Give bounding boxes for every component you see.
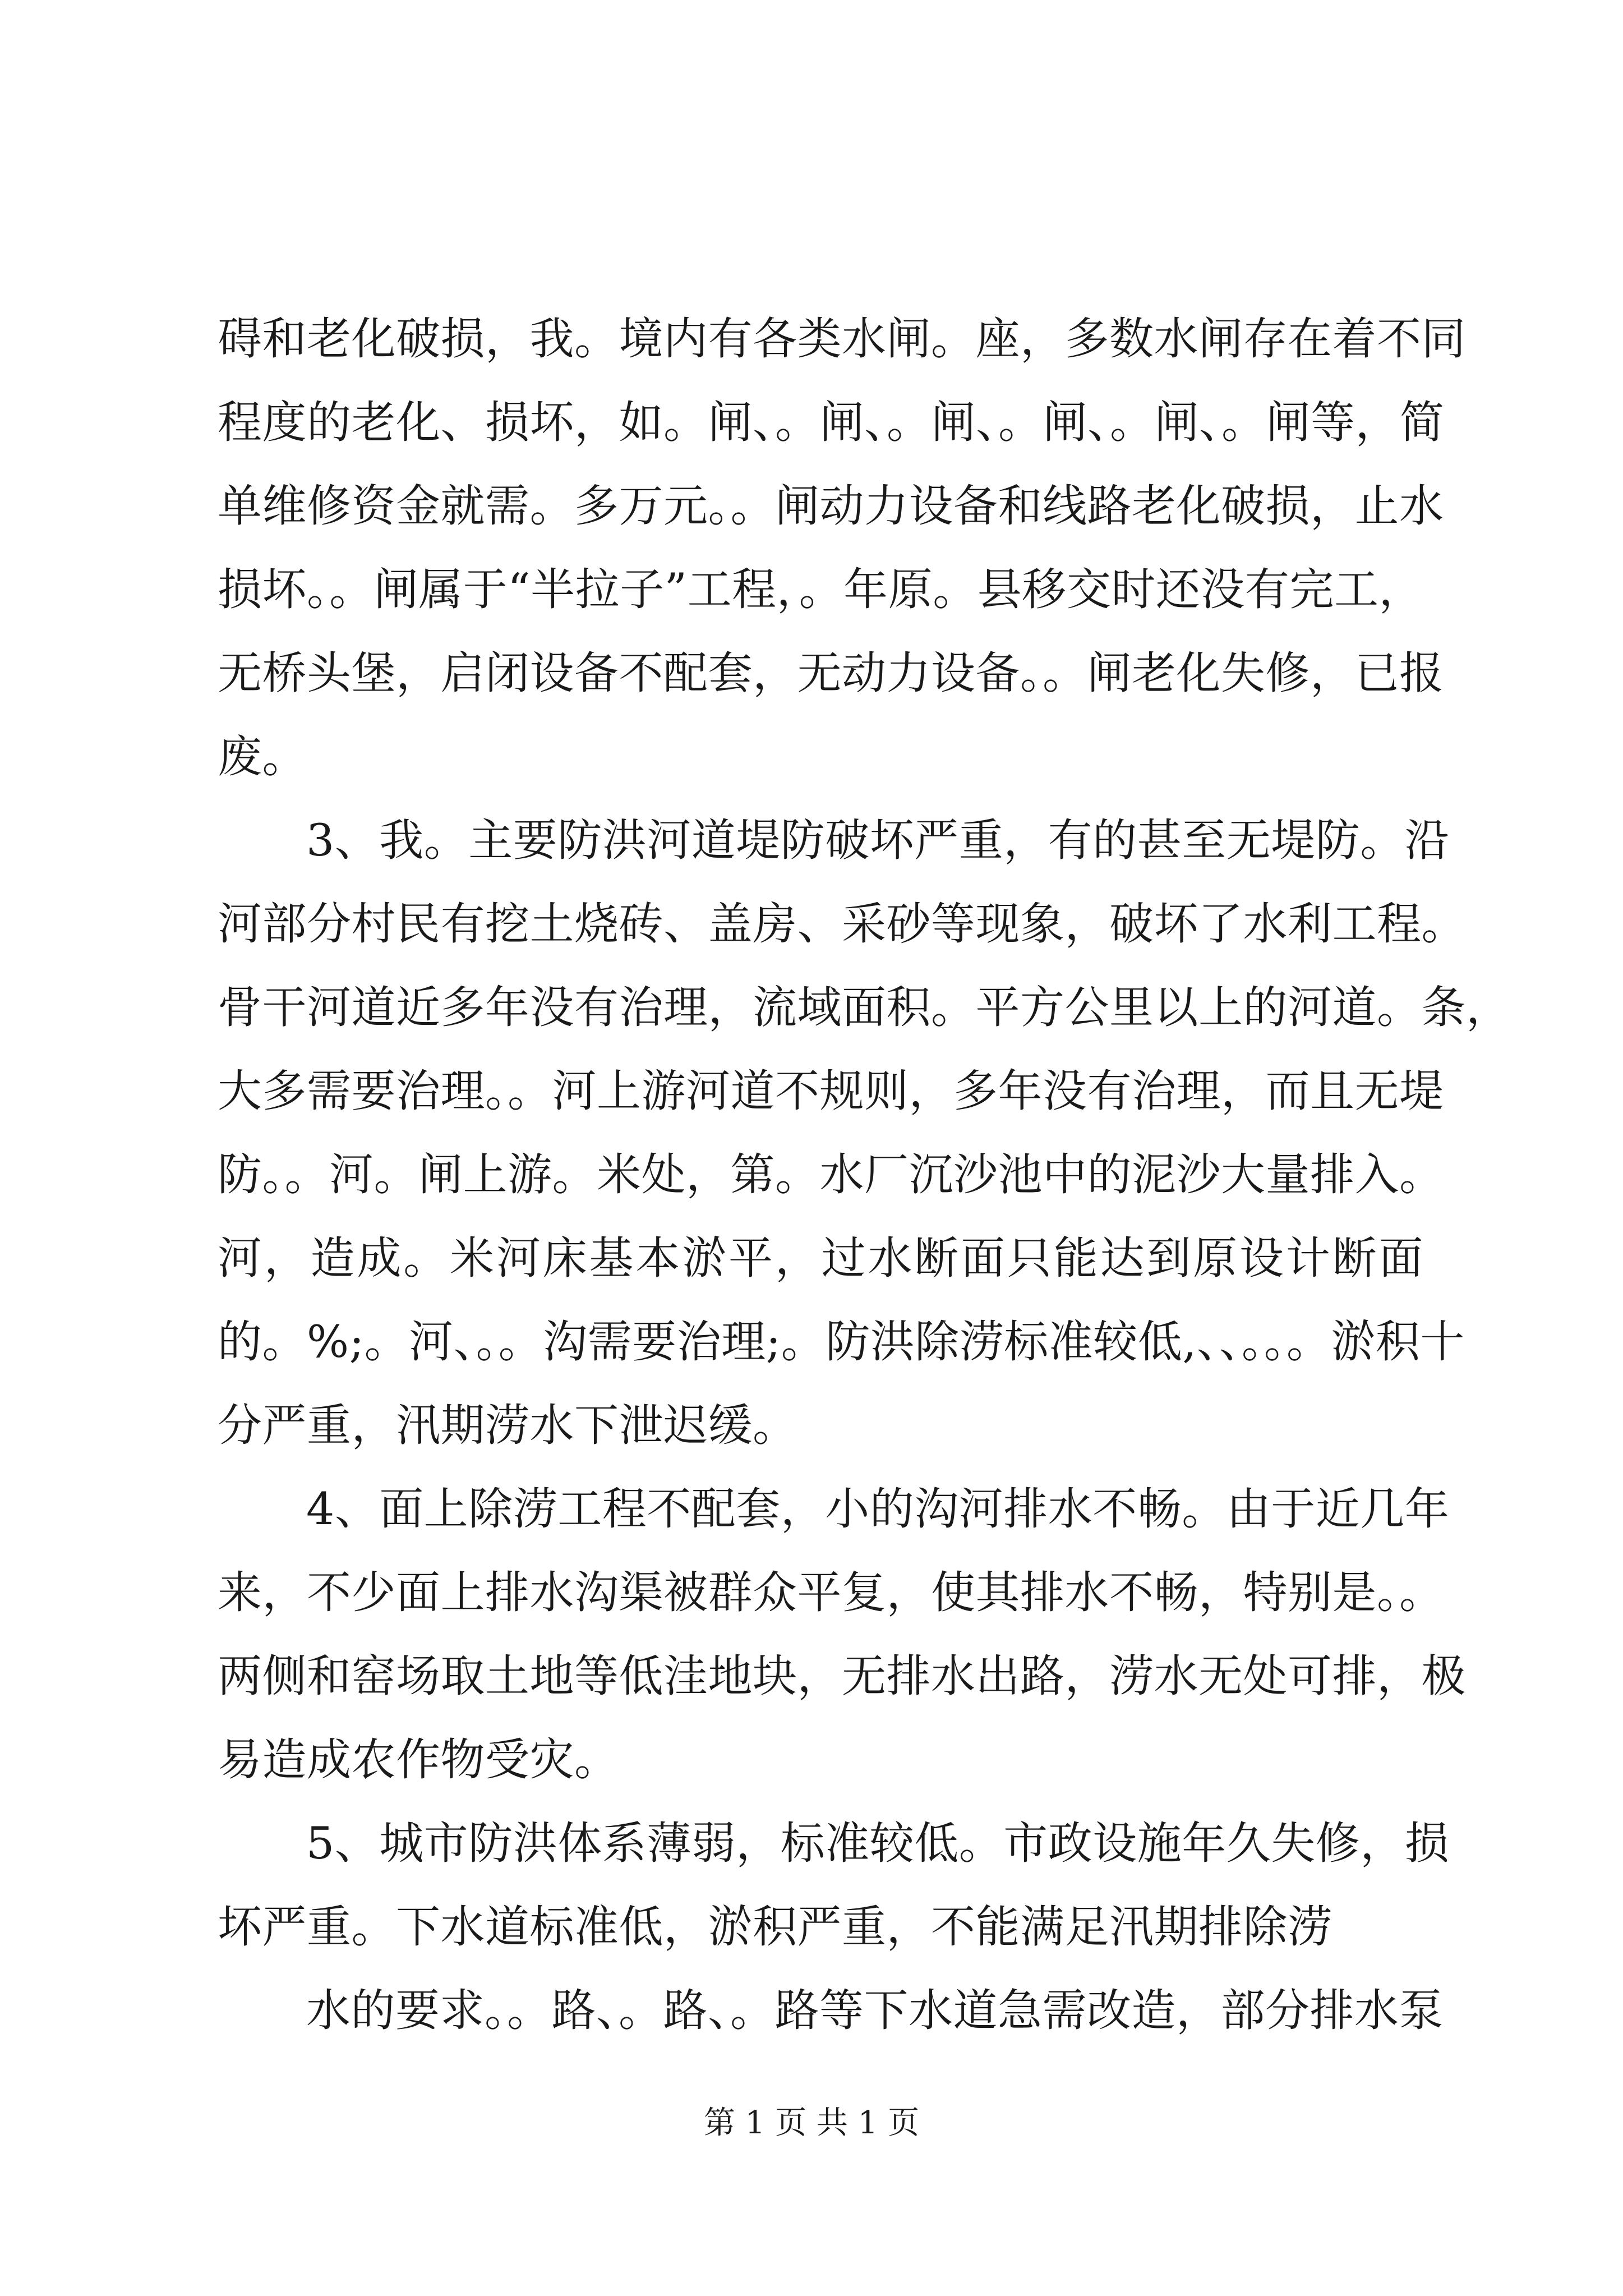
text-line: 损坏。。闸属于“半拉子”工程，。年原。县移交时还没有完工， <box>218 564 1423 615</box>
text-line: 易造成农作物受灾。 <box>218 1734 619 1786</box>
text-line: 无桥头堡，启闭设备不配套，无动力设备。。闸老化失修，已报 <box>218 647 1444 699</box>
text-line: 两侧和窑场取土地等低洼地块，无排水出路，涝水无处可排，极 <box>218 1650 1466 1702</box>
text-line: 的。%;。河、。。沟需要治理;。防洪除涝标准较低,、、。。。淤积十 <box>218 1316 1465 1368</box>
text-line: 单维修资金就需。多万元。。闸动力设备和线路老化破损，止水 <box>218 480 1444 532</box>
page-footer: 第 1 页 共 1 页 <box>703 2105 920 2141</box>
paragraph-4-start: 4、面上除涝工程不配套，小的沟河排水不畅。由于近几年 <box>306 1483 1450 1535</box>
paragraph-5-start: 5、城市防洪体系薄弱，标准较低。市政设施年久失修，损 <box>306 1818 1450 1869</box>
text-line: 分严重，汛期涝水下泄迟缓。 <box>218 1400 797 1451</box>
text-line: 骨干河道近多年没有治理，流域面积。平方公里以上的河道。条， <box>218 982 1511 1033</box>
document-body <box>218 297 1511 2053</box>
text-line: 防。。河。闸上游。米处，第。水厂沉沙池中的泥沙大量排入。 <box>218 1149 1444 1200</box>
text-line: 水的要求。。路、。路、。路等下水道急需改造，部分排水泵 <box>306 1985 1444 2036</box>
text-line: 河，造成。米河床基本淤平，过水断面只能达到原设计断面 <box>218 1232 1423 1284</box>
paragraph-3-start: 3、我。主要防洪河道堤防破坏严重，有的甚至无堤防。沿 <box>306 815 1450 866</box>
text-line: 程度的老化、损坏，如。闸、。闸、。闸、。闸、。闸、。闸等，简 <box>218 397 1445 448</box>
text-line: 坏严重。下水道标准低，淤积严重，不能满足汛期排除涝 <box>218 1901 1332 1953</box>
text-line: 废。 <box>218 731 307 783</box>
text-line: 来，不少面上排水沟渠被群众平复，使其排水不畅，特别是。。 <box>218 1567 1444 1618</box>
text-line: 河部分村民有挖土烧砖、盖房、采砂等现象，破坏了水利工程。 <box>218 898 1466 950</box>
text-line: 大多需要治理。。河上游河道不规则，多年没有治理，而且无堤 <box>218 1065 1444 1117</box>
text-line: 碍和老化破损，我。境内有各类水闸。座，多数水闸存在着不同 <box>218 313 1466 365</box>
